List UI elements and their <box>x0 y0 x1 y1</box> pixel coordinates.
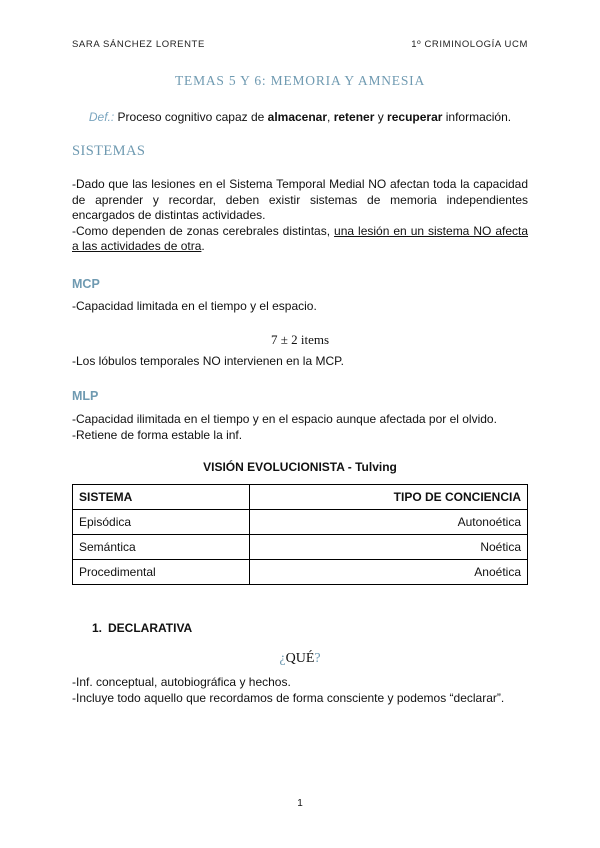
keyword-retener: retener <box>333 110 375 124</box>
table-header-conciencia: TIPO DE CONCIENCIA <box>250 485 528 510</box>
table-header-row <box>73 485 528 510</box>
section-heading-mcp: MCP <box>72 277 100 291</box>
table-cell-sistema: Semántica <box>73 535 250 560</box>
section-heading-declarativa <box>92 621 192 635</box>
declarativa-line-2: -Incluye todo aquello que recordamos de forma consciente y podemos “declarar”. <box>72 690 505 705</box>
sistemas-paragraph-2 <box>72 224 528 255</box>
definition-sep: , <box>327 110 334 124</box>
table-cell-sistema: Procedimental <box>73 560 250 585</box>
que-heading <box>0 651 600 667</box>
table-cell-conciencia: Anoética <box>250 560 528 585</box>
que-close-mark: ? <box>314 651 321 666</box>
mcp-formula: 7 ± 2 items <box>270 332 330 347</box>
definition-label: Def.: <box>88 110 115 124</box>
keyword-recuperar: recuperar <box>387 110 443 124</box>
table-cell-conciencia: Noética <box>250 535 528 560</box>
section-heading-sistemas: SISTEMAS <box>72 143 146 159</box>
table-cell-sistema: Episódica <box>73 510 250 535</box>
sistemas-p2-end: . <box>201 239 205 253</box>
section-number: 1. <box>92 621 103 635</box>
underlined-statement: una lesión en un sistema NO afecta a las actividades de otra <box>72 223 529 253</box>
header-course: 1º CRIMINOLOGÍA UCM <box>411 39 528 50</box>
sistemas-body <box>72 177 528 255</box>
mcp-line-1: -Capacidad limitada en el tiempo y el espacio. <box>72 299 317 313</box>
table-row <box>73 560 528 585</box>
definition-text-end: información. <box>442 110 512 124</box>
que-word: QUÉ <box>285 651 315 666</box>
table-row <box>73 510 528 535</box>
page-number: 1 <box>297 798 303 809</box>
page-title: TEMAS 5 Y 6: MEMORIA Y AMNESIA <box>174 73 425 88</box>
table-row <box>73 535 528 560</box>
mlp-line-1: -Capacidad ilimitada en el tiempo y en el espacio aunque afectada por el olvido. <box>72 412 497 426</box>
table-header-sistema: SISTEMA <box>73 485 250 510</box>
section-title: DECLARATIVA <box>108 621 193 635</box>
tulving-table <box>72 484 528 585</box>
mlp-body <box>72 412 528 443</box>
que-open-mark: ¿ <box>279 651 286 666</box>
declarativa-body <box>72 675 528 706</box>
sistemas-paragraph-1: -Dado que las lesiones en el Sistema Temporal Medial NO afectan toda la capacidad de aprender y recordar, deben existir sistemas de memoria independientes encargados de distintas actividades. <box>72 177 528 222</box>
header-author: SARA SÁNCHEZ LORENTE <box>72 39 205 50</box>
section-heading-mlp: MLP <box>72 389 99 403</box>
definition-sep: y <box>374 110 388 124</box>
table-caption: VISIÓN EVOLUCIONISTA - Tulving <box>203 460 397 474</box>
sistemas-p2-start: -Como dependen de zonas cerebrales distintas, <box>72 223 335 238</box>
mcp-line-2: -Los lóbulos temporales NO intervienen en la MCP. <box>72 354 344 368</box>
table-cell-conciencia: Autonoética <box>250 510 528 535</box>
declarativa-line-1: -Inf. conceptual, autobiográfica y hechos. <box>72 675 291 689</box>
definition <box>72 110 528 124</box>
definition-text: Proceso cognitivo capaz de <box>114 110 268 124</box>
mlp-line-2: -Retiene de forma estable la inf. <box>72 427 243 442</box>
keyword-almacenar: almacenar <box>267 110 328 124</box>
